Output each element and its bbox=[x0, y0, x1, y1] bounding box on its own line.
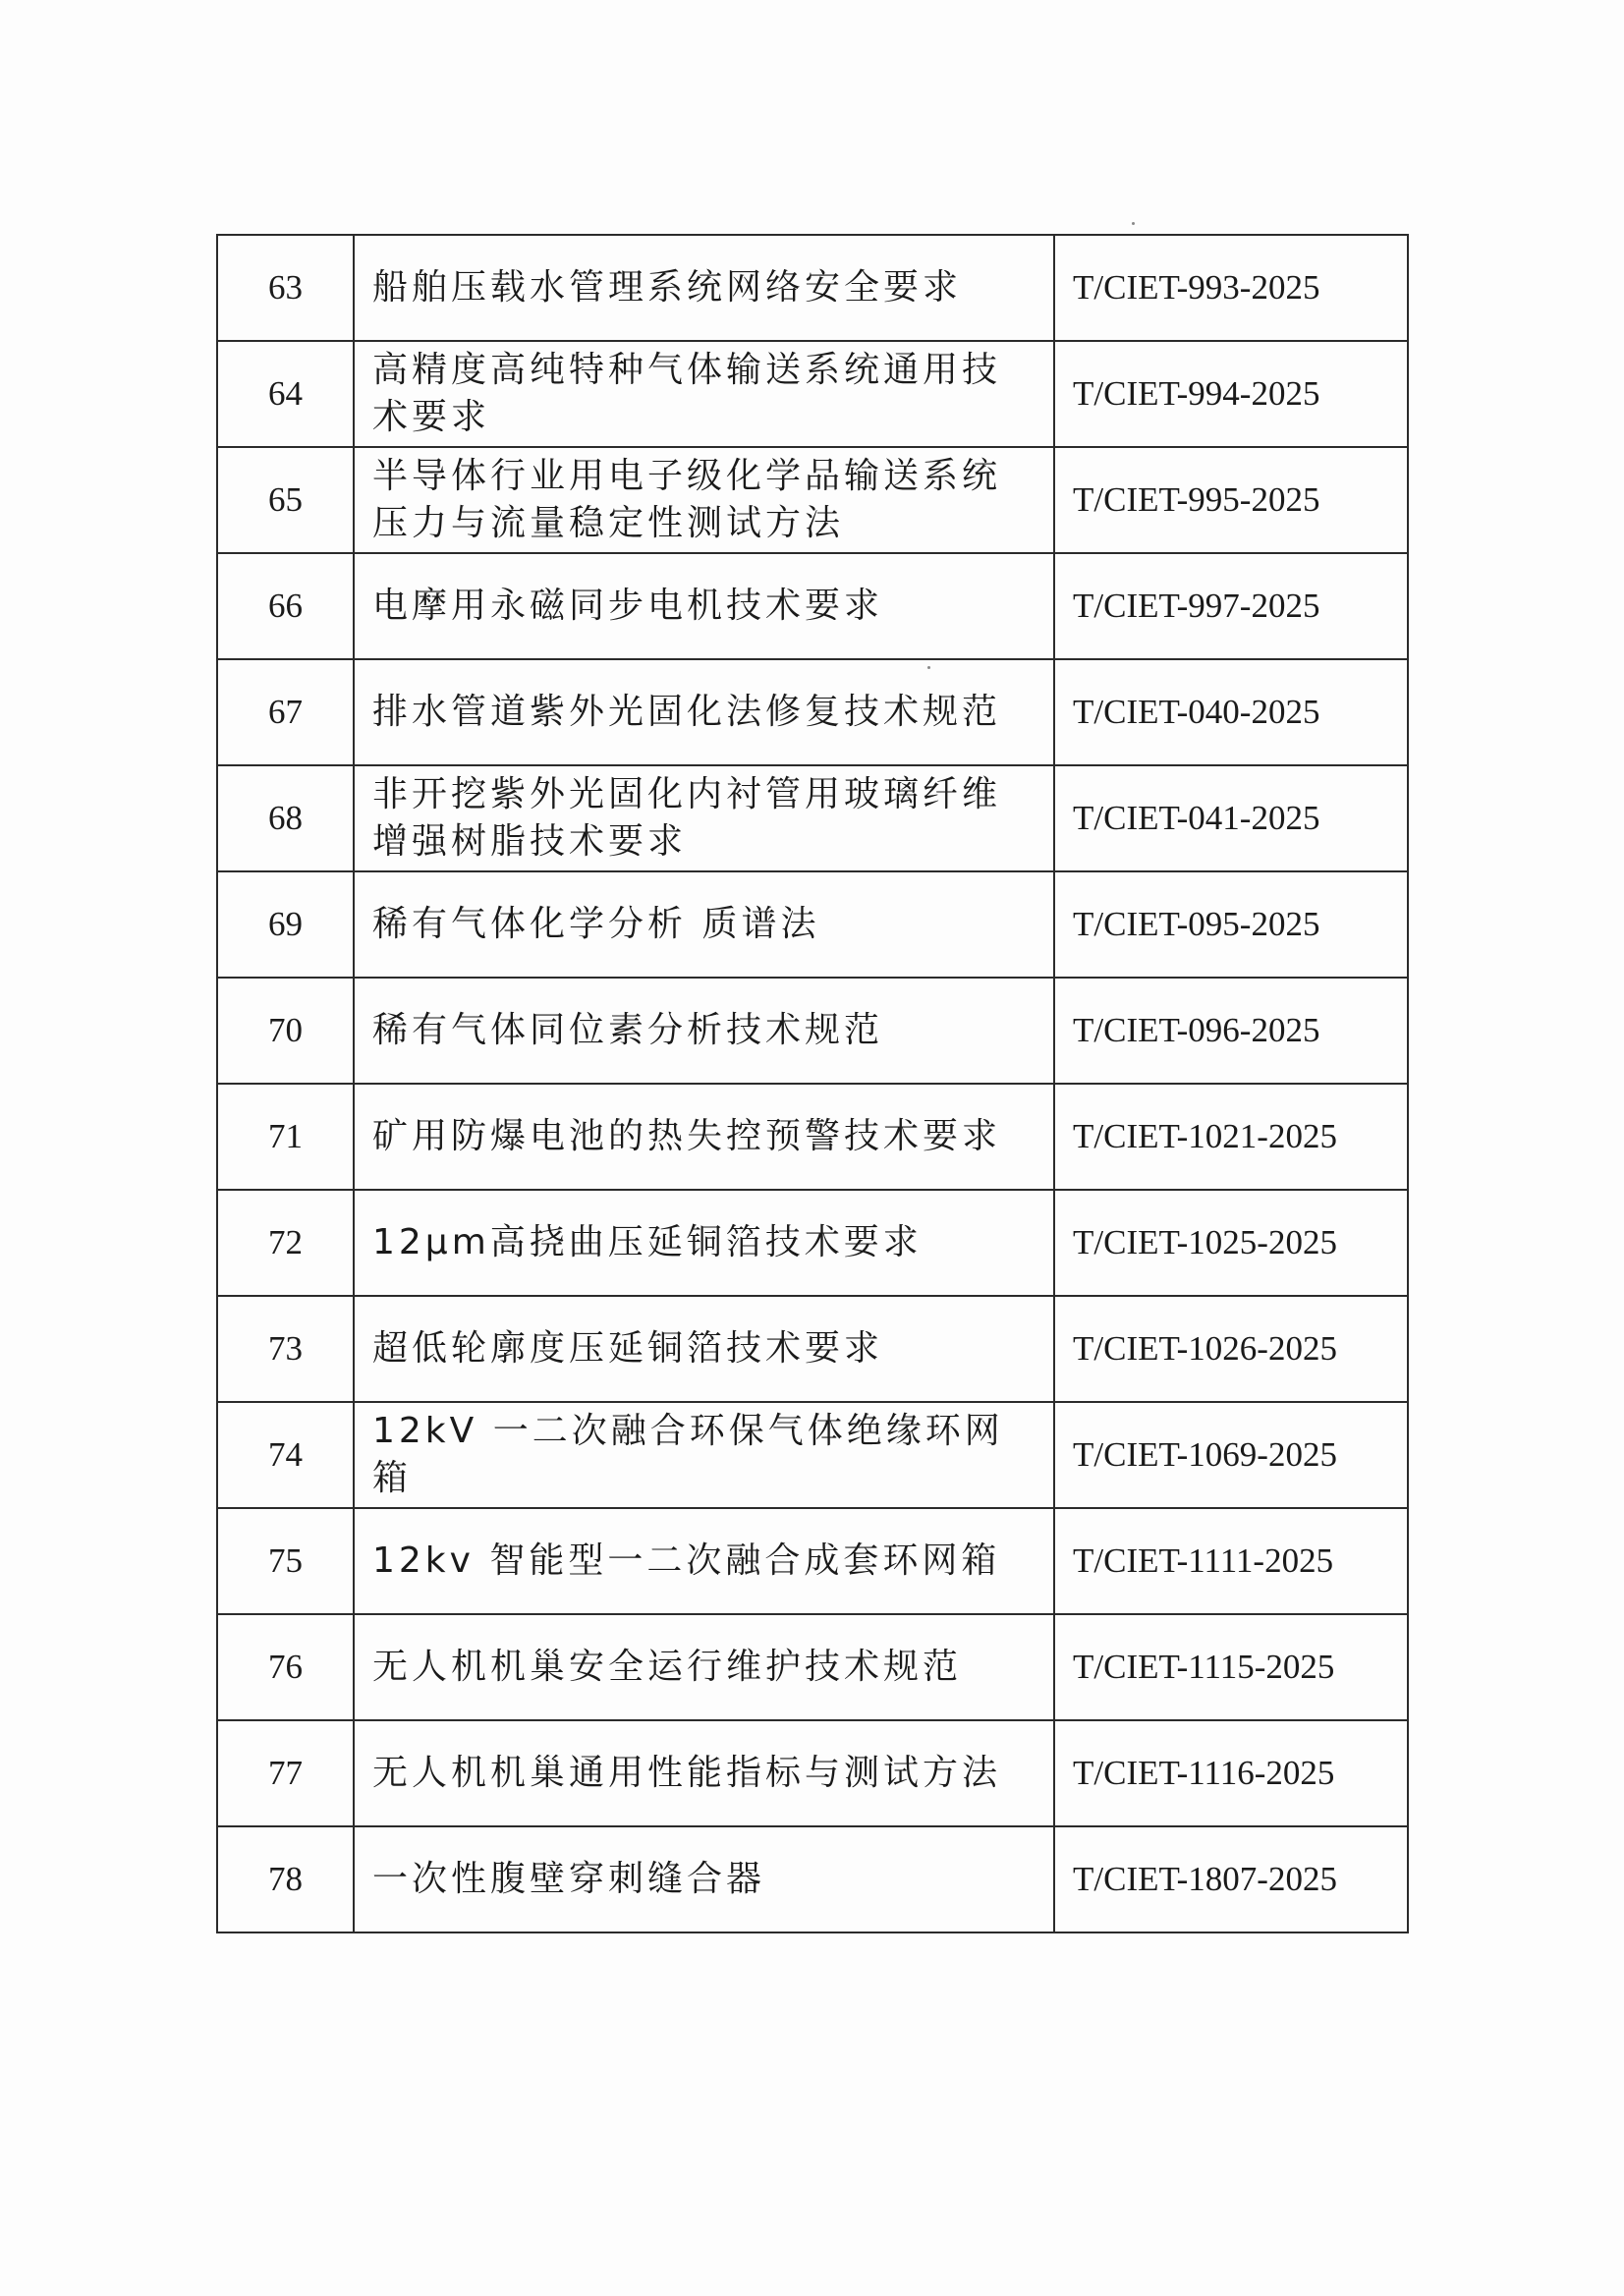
row-number: 63 bbox=[217, 235, 354, 341]
row-number: 64 bbox=[217, 341, 354, 447]
row-number: 77 bbox=[217, 1720, 354, 1826]
table-row bbox=[217, 235, 1408, 341]
standard-name: 12μm高挠曲压延铜箔技术要求 bbox=[354, 1190, 1054, 1296]
standard-name: 稀有气体同位素分析技术规范 bbox=[354, 978, 1054, 1084]
standard-code: T/CIET-1025-2025 bbox=[1054, 1190, 1408, 1296]
row-number: 73 bbox=[217, 1296, 354, 1402]
standard-name: 排水管道紫外光固化法修复技术规范 bbox=[354, 659, 1054, 765]
standard-code: T/CIET-095-2025 bbox=[1054, 871, 1408, 978]
table-row bbox=[217, 553, 1408, 659]
standards-table bbox=[216, 234, 1409, 1933]
row-number: 70 bbox=[217, 978, 354, 1084]
row-number: 76 bbox=[217, 1614, 354, 1720]
table-row bbox=[217, 1296, 1408, 1402]
table-row bbox=[217, 341, 1408, 447]
table-row bbox=[217, 765, 1408, 871]
standards-table-body bbox=[217, 235, 1408, 1932]
row-number: 72 bbox=[217, 1190, 354, 1296]
standard-name: 无人机机巢安全运行维护技术规范 bbox=[354, 1614, 1054, 1720]
standard-name: 电摩用永磁同步电机技术要求 bbox=[354, 553, 1054, 659]
row-number: 75 bbox=[217, 1508, 354, 1614]
standard-name: 非开挖紫外光固化内衬管用玻璃纤维增强树脂技术要求 bbox=[354, 765, 1054, 871]
row-number: 71 bbox=[217, 1084, 354, 1190]
table-row bbox=[217, 871, 1408, 978]
table-row bbox=[217, 1614, 1408, 1720]
standard-name: 12kV 一二次融合环保气体绝缘环网箱 bbox=[354, 1402, 1054, 1508]
standard-name: 矿用防爆电池的热失控预警技术要求 bbox=[354, 1084, 1054, 1190]
standard-code: T/CIET-1115-2025 bbox=[1054, 1614, 1408, 1720]
row-number: 67 bbox=[217, 659, 354, 765]
standard-name: 船舶压载水管理系统网络安全要求 bbox=[354, 235, 1054, 341]
standard-code: T/CIET-997-2025 bbox=[1054, 553, 1408, 659]
table-row bbox=[217, 978, 1408, 1084]
standard-name: 稀有气体化学分析 质谱法 bbox=[354, 871, 1054, 978]
row-number: 66 bbox=[217, 553, 354, 659]
standard-name: 超低轮廓度压延铜箔技术要求 bbox=[354, 1296, 1054, 1402]
standard-code: T/CIET-995-2025 bbox=[1054, 447, 1408, 553]
row-number: 78 bbox=[217, 1826, 354, 1932]
standard-code: T/CIET-994-2025 bbox=[1054, 341, 1408, 447]
table-row bbox=[217, 1190, 1408, 1296]
standard-code: T/CIET-1807-2025 bbox=[1054, 1826, 1408, 1932]
scan-speck bbox=[1132, 222, 1135, 225]
standard-code: T/CIET-040-2025 bbox=[1054, 659, 1408, 765]
standard-name: 一次性腹壁穿刺缝合器 bbox=[354, 1826, 1054, 1932]
standard-code: T/CIET-041-2025 bbox=[1054, 765, 1408, 871]
standard-code: T/CIET-993-2025 bbox=[1054, 235, 1408, 341]
row-number: 74 bbox=[217, 1402, 354, 1508]
row-number: 68 bbox=[217, 765, 354, 871]
table-row bbox=[217, 1402, 1408, 1508]
table-row bbox=[217, 659, 1408, 765]
standard-code: T/CIET-1116-2025 bbox=[1054, 1720, 1408, 1826]
row-number: 65 bbox=[217, 447, 354, 553]
table-row bbox=[217, 1084, 1408, 1190]
standard-name: 半导体行业用电子级化学品输送系统压力与流量稳定性测试方法 bbox=[354, 447, 1054, 553]
standard-name: 12kv 智能型一二次融合成套环网箱 bbox=[354, 1508, 1054, 1614]
table-row bbox=[217, 1826, 1408, 1932]
standard-code: T/CIET-1021-2025 bbox=[1054, 1084, 1408, 1190]
standard-code: T/CIET-1069-2025 bbox=[1054, 1402, 1408, 1508]
table-row bbox=[217, 1508, 1408, 1614]
standard-name: 高精度高纯特种气体输送系统通用技术要求 bbox=[354, 341, 1054, 447]
standard-code: T/CIET-1026-2025 bbox=[1054, 1296, 1408, 1402]
row-number: 69 bbox=[217, 871, 354, 978]
standard-code: T/CIET-096-2025 bbox=[1054, 978, 1408, 1084]
table-row bbox=[217, 447, 1408, 553]
standard-code: T/CIET-1111-2025 bbox=[1054, 1508, 1408, 1614]
table-row bbox=[217, 1720, 1408, 1826]
standard-name: 无人机机巢通用性能指标与测试方法 bbox=[354, 1720, 1054, 1826]
